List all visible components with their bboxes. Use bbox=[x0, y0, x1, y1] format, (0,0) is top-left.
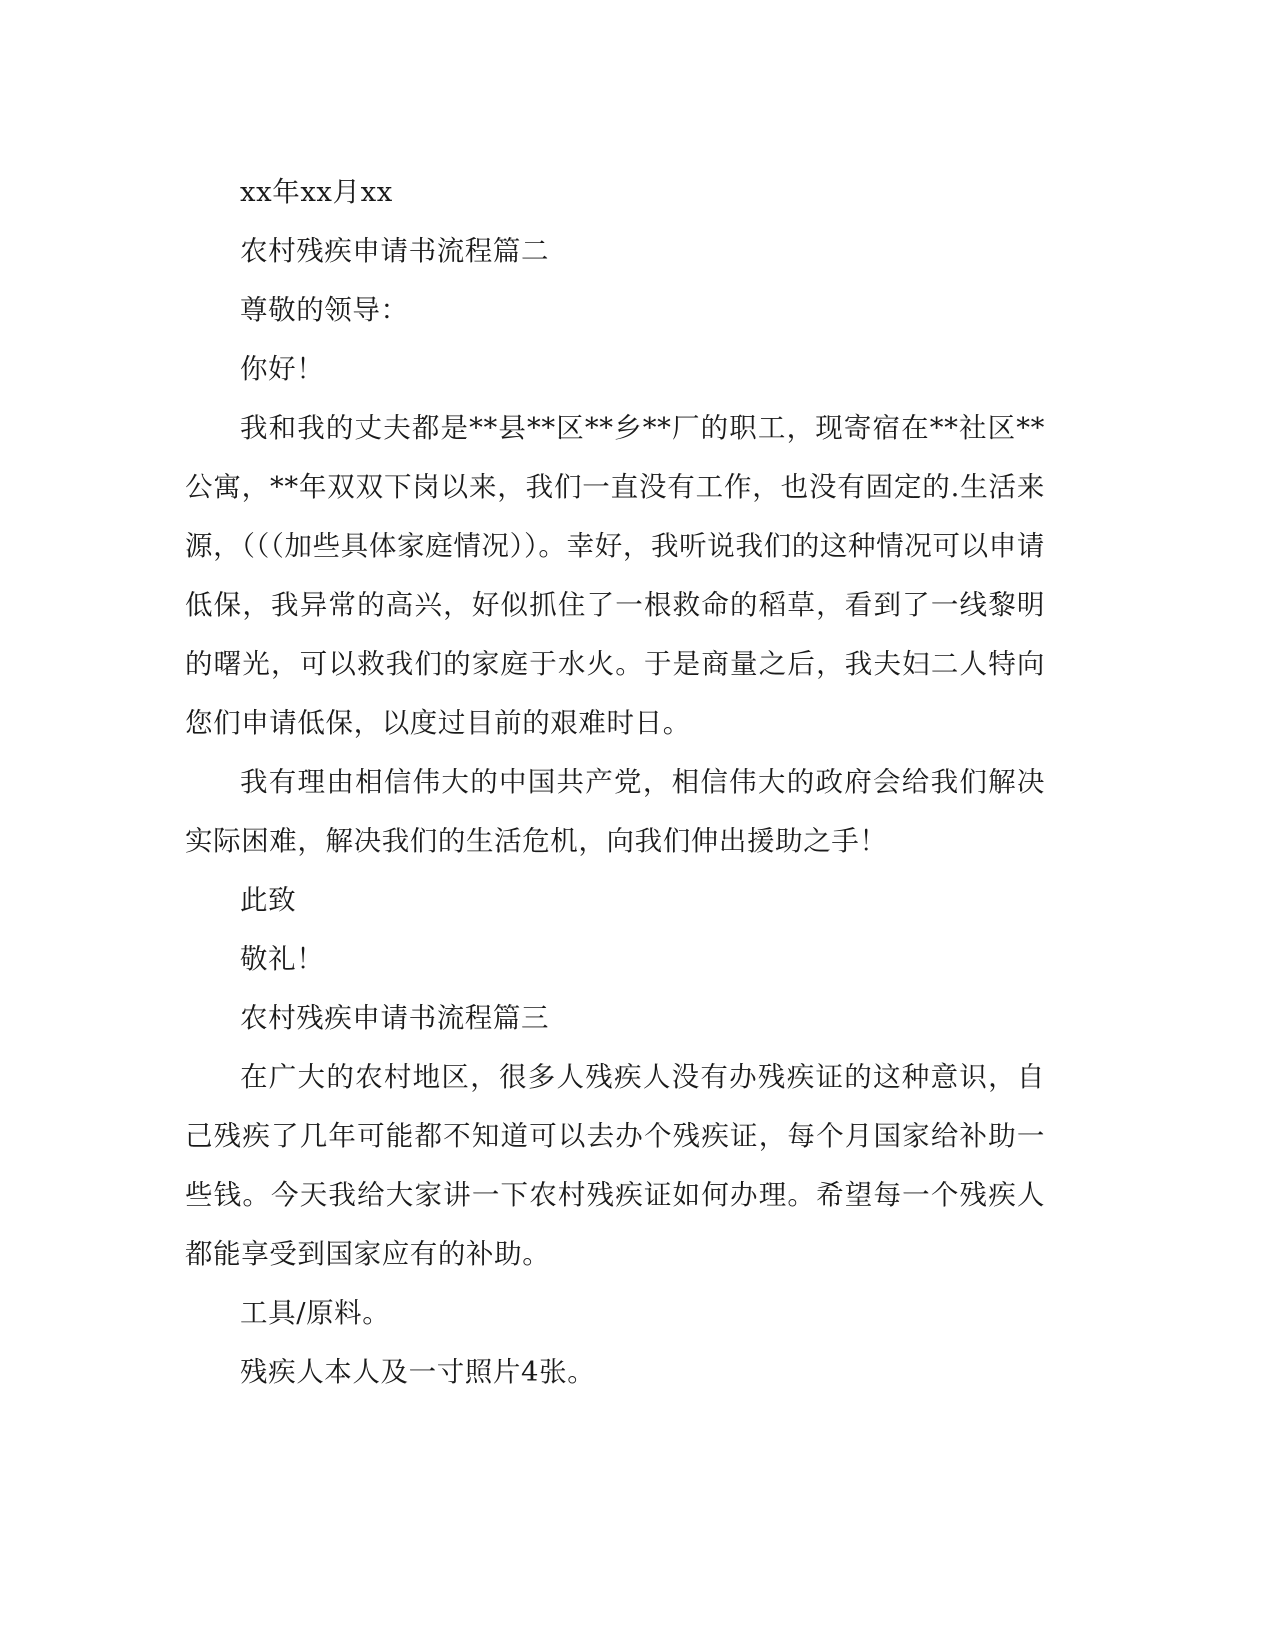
materials-item: 残疾人本人及一寸照片4张。 bbox=[240, 1356, 596, 1388]
salutation: 尊敬的领导： bbox=[240, 294, 409, 326]
tools-materials-label: 工具/原料。 bbox=[240, 1297, 391, 1329]
section-heading-part-three: 农村残疾申请书流程篇三 bbox=[240, 1002, 550, 1034]
closing-line: 此致 bbox=[240, 884, 297, 916]
greeting: 你好！ bbox=[240, 353, 325, 385]
body-paragraph-belief: 我有理由相信伟大的中国共产党，相信伟大的政府会给我们解决实际困难，解决我们的生活危机，向我们伸出援助之手！ bbox=[185, 766, 1045, 857]
body-paragraph-situation: 我和我的丈夫都是**县**区**乡**厂的职工，现寄宿在**社区**公寓，**年双双下岗以来，我们一直没有工作，也没有固定的.生活来源，（（（加些具体家庭情况））。幸好，我听说我们的这种情况可以申请低保，我异常的高兴，好似抓住了一根救命的稻草，看到了一线黎明的曙光，可以救我们的家庭于水火。于是商量之后，我夫妇二人特向您们申请低保，以度过目前的艰难时日。 bbox=[185, 412, 1045, 739]
date-line: xx年xx月xx bbox=[240, 176, 393, 208]
document-body bbox=[185, 163, 1045, 1402]
closing-regards: 敬礼！ bbox=[240, 943, 325, 975]
section-heading-part-two: 农村残疾申请书流程篇二 bbox=[240, 235, 550, 267]
body-paragraph-intro: 在广大的农村地区，很多人残疾人没有办残疾证的这种意识，自己残疾了几年可能都不知道可以去办个残疾证，每个月国家给补助一些钱。今天我给大家讲一下农村残疾证如何办理。希望每一个残疾人都能享受到国家应有的补助。 bbox=[185, 1061, 1045, 1270]
